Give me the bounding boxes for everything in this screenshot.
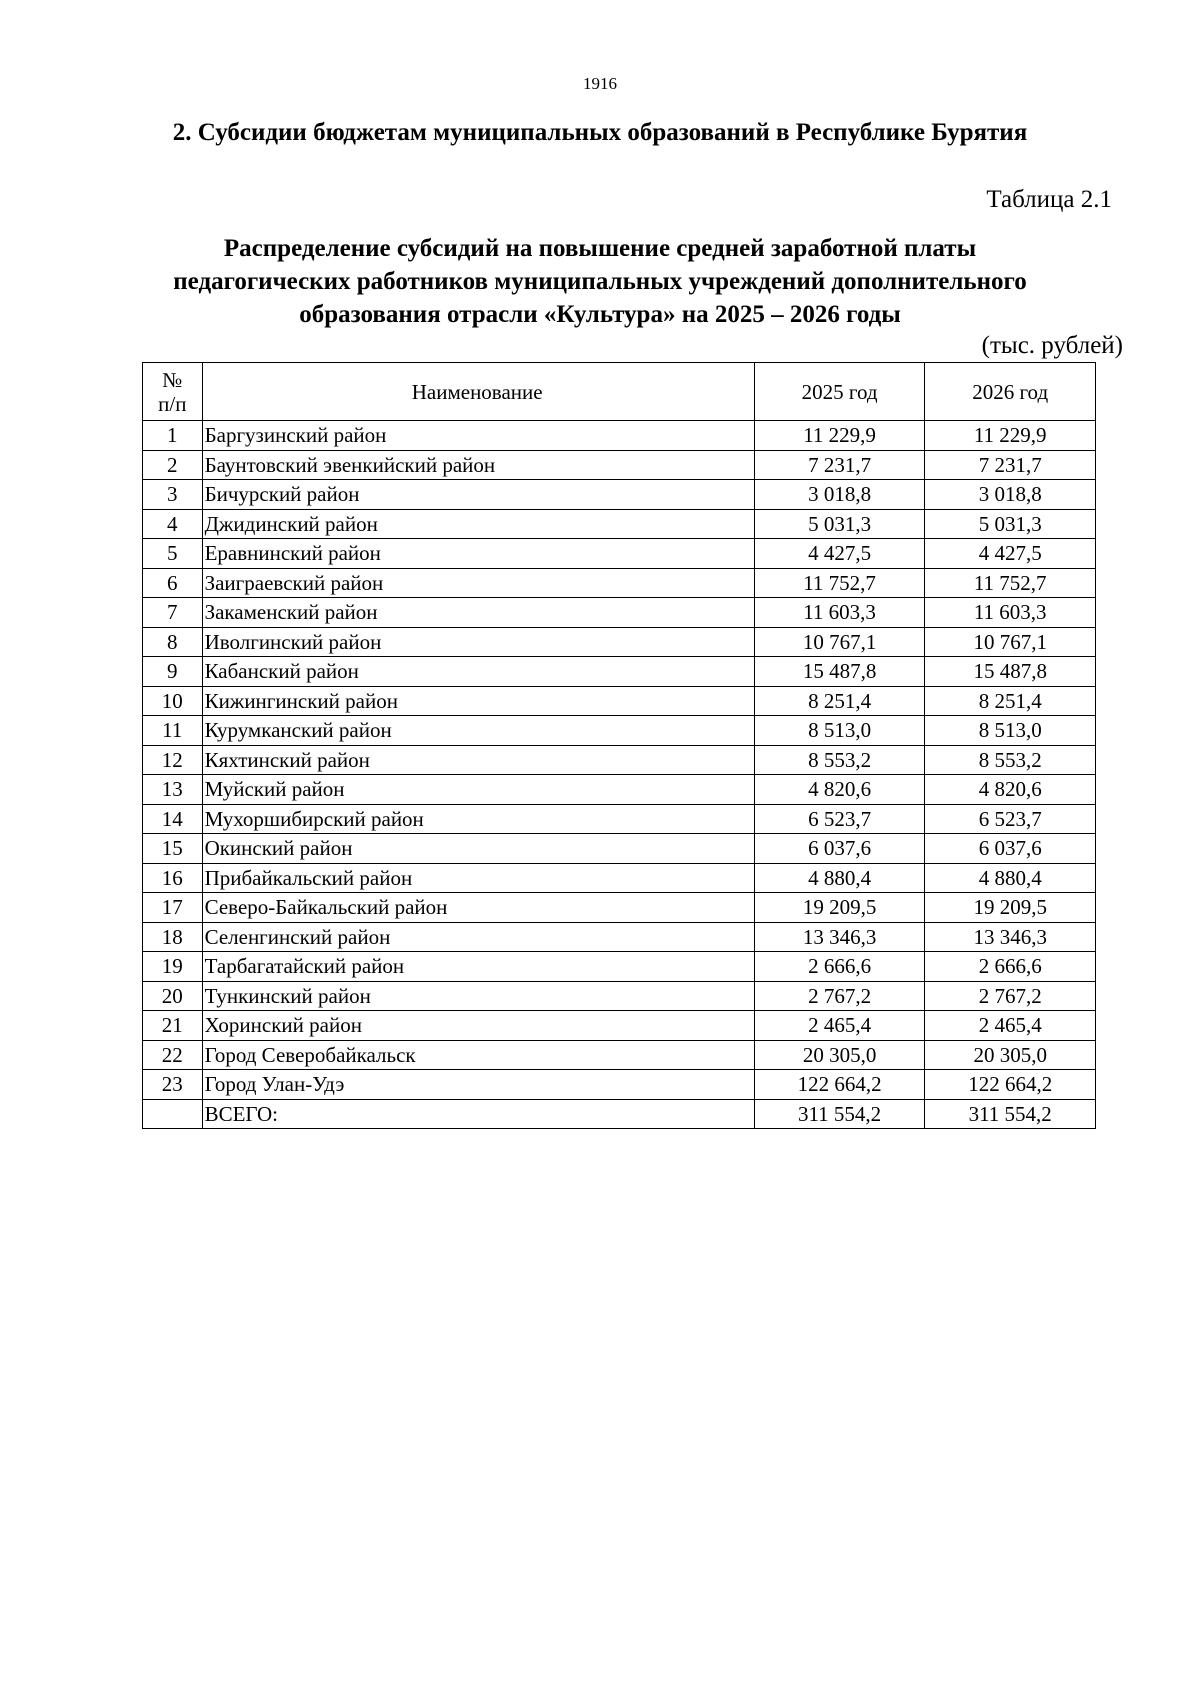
row-name: Тарбагатайский район xyxy=(202,952,754,982)
row-number: 23 xyxy=(143,1070,203,1100)
row-value-2026: 15 487,8 xyxy=(925,657,1096,687)
row-name: Северо-Байкальский район xyxy=(202,893,754,923)
row-number: 10 xyxy=(143,686,203,716)
row-number: 11 xyxy=(143,716,203,746)
row-name: Кяхтинский район xyxy=(202,745,754,775)
table-row xyxy=(143,1011,1096,1041)
row-value-2026: 4 880,4 xyxy=(925,863,1096,893)
table-header-row xyxy=(143,363,1096,421)
row-name: Баргузинский район xyxy=(202,421,754,451)
row-number: 1 xyxy=(143,421,203,451)
row-value-2026: 8 251,4 xyxy=(925,686,1096,716)
row-value-2025: 10 767,1 xyxy=(754,627,925,657)
row-value-2025: 15 487,8 xyxy=(754,657,925,687)
row-value-2025: 2 767,2 xyxy=(754,981,925,1011)
row-value-2025: 2 666,6 xyxy=(754,952,925,982)
row-number: 13 xyxy=(143,775,203,805)
table-row xyxy=(143,421,1096,451)
table-row xyxy=(143,834,1096,864)
row-number: 2 xyxy=(143,450,203,480)
row-value-2026: 4 820,6 xyxy=(925,775,1096,805)
table-row xyxy=(143,745,1096,775)
row-number: 14 xyxy=(143,804,203,834)
row-value-2026: 11 603,3 xyxy=(925,598,1096,628)
row-name: Еравнинский район xyxy=(202,539,754,569)
total-value-2026: 311 554,2 xyxy=(925,1099,1096,1129)
row-value-2025: 8 553,2 xyxy=(754,745,925,775)
row-value-2025: 3 018,8 xyxy=(754,480,925,510)
row-value-2026: 4 427,5 xyxy=(925,539,1096,569)
row-value-2026: 11 229,9 xyxy=(925,421,1096,451)
table-total-row xyxy=(143,1099,1096,1129)
header-2025: 2025 год xyxy=(754,363,925,421)
row-value-2026: 3 018,8 xyxy=(925,480,1096,510)
row-value-2025: 6 523,7 xyxy=(754,804,925,834)
header-num-line2: п/п xyxy=(158,391,187,416)
table-row xyxy=(143,509,1096,539)
row-name: Город Северобайкальск xyxy=(202,1040,754,1070)
table-row xyxy=(143,716,1096,746)
row-value-2025: 8 251,4 xyxy=(754,686,925,716)
table-row xyxy=(143,1040,1096,1070)
table-row xyxy=(143,539,1096,569)
row-value-2025: 4 820,6 xyxy=(754,775,925,805)
table-row xyxy=(143,922,1096,952)
row-name: Тункинский район xyxy=(202,981,754,1011)
table-row xyxy=(143,952,1096,982)
row-value-2026: 5 031,3 xyxy=(925,509,1096,539)
row-value-2025: 2 465,4 xyxy=(754,1011,925,1041)
row-number: 7 xyxy=(143,598,203,628)
row-number: 21 xyxy=(143,1011,203,1041)
row-value-2025: 13 346,3 xyxy=(754,922,925,952)
row-name: Баунтовский эвенкийский район xyxy=(202,450,754,480)
row-name: Кижингинский район xyxy=(202,686,754,716)
row-value-2026: 8 553,2 xyxy=(925,745,1096,775)
header-2026: 2026 год xyxy=(925,363,1096,421)
row-value-2025: 20 305,0 xyxy=(754,1040,925,1070)
table-row xyxy=(143,893,1096,923)
row-name: Мухоршибирский район xyxy=(202,804,754,834)
table-row xyxy=(143,480,1096,510)
row-value-2026: 10 767,1 xyxy=(925,627,1096,657)
row-name: Бичурский район xyxy=(202,480,754,510)
row-value-2025: 19 209,5 xyxy=(754,893,925,923)
table-row xyxy=(143,450,1096,480)
table-row xyxy=(143,657,1096,687)
row-number: 19 xyxy=(143,952,203,982)
row-value-2025: 4 427,5 xyxy=(754,539,925,569)
row-value-2026: 8 513,0 xyxy=(925,716,1096,746)
row-name: Город Улан-Удэ xyxy=(202,1070,754,1100)
total-number xyxy=(143,1099,203,1129)
table-row xyxy=(143,775,1096,805)
row-name: Окинский район xyxy=(202,834,754,864)
table-row xyxy=(143,568,1096,598)
row-name: Заиграевский район xyxy=(202,568,754,598)
row-value-2025: 122 664,2 xyxy=(754,1070,925,1100)
table-row xyxy=(143,804,1096,834)
row-number: 17 xyxy=(143,893,203,923)
row-value-2026: 7 231,7 xyxy=(925,450,1096,480)
table-title: Распределение субсидий на повышение средней заработной платы педагогических работников муниципальных учреждений дополнительного образования отрасли «Культура» на 2025 – 2026 годы xyxy=(173,235,1027,328)
subsidy-table xyxy=(142,362,1096,1129)
row-number: 15 xyxy=(143,834,203,864)
units-label: (тыс. рублей) xyxy=(981,332,1123,359)
row-value-2026: 20 305,0 xyxy=(925,1040,1096,1070)
row-name: Джидинский район xyxy=(202,509,754,539)
row-number: 8 xyxy=(143,627,203,657)
row-name: Кабанский район xyxy=(202,657,754,687)
row-value-2026: 6 523,7 xyxy=(925,804,1096,834)
row-value-2025: 11 229,9 xyxy=(754,421,925,451)
row-name: Закаменский район xyxy=(202,598,754,628)
row-number: 9 xyxy=(143,657,203,687)
row-value-2025: 11 603,3 xyxy=(754,598,925,628)
row-value-2026: 122 664,2 xyxy=(925,1070,1096,1100)
header-num xyxy=(143,363,203,421)
row-number: 3 xyxy=(143,480,203,510)
table-row xyxy=(143,598,1096,628)
row-number: 16 xyxy=(143,863,203,893)
table-row xyxy=(143,863,1096,893)
table-row xyxy=(143,1070,1096,1100)
row-value-2026: 2 465,4 xyxy=(925,1011,1096,1041)
row-number: 5 xyxy=(143,539,203,569)
row-value-2025: 7 231,7 xyxy=(754,450,925,480)
row-value-2025: 5 031,3 xyxy=(754,509,925,539)
table-body xyxy=(143,421,1096,1129)
table-label: Таблица 2.1 xyxy=(986,186,1112,213)
row-value-2025: 6 037,6 xyxy=(754,834,925,864)
table-row xyxy=(143,686,1096,716)
row-value-2026: 2 767,2 xyxy=(925,981,1096,1011)
row-value-2026: 6 037,6 xyxy=(925,834,1096,864)
row-number: 18 xyxy=(143,922,203,952)
row-name: Селенгинский район xyxy=(202,922,754,952)
row-number: 20 xyxy=(143,981,203,1011)
total-label: ВСЕГО: xyxy=(202,1099,754,1129)
row-value-2025: 11 752,7 xyxy=(754,568,925,598)
row-value-2026: 19 209,5 xyxy=(925,893,1096,923)
row-number: 22 xyxy=(143,1040,203,1070)
row-value-2025: 8 513,0 xyxy=(754,716,925,746)
row-name: Иволгинский район xyxy=(202,627,754,657)
row-value-2026: 11 752,7 xyxy=(925,568,1096,598)
section-heading: 2. Субсидии бюджетам муниципальных образований в Республике Бурятия xyxy=(172,119,1028,146)
row-name: Хоринский район xyxy=(202,1011,754,1041)
table-row xyxy=(143,627,1096,657)
row-value-2026: 2 666,6 xyxy=(925,952,1096,982)
row-value-2026: 13 346,3 xyxy=(925,922,1096,952)
page-number: 1916 xyxy=(583,74,617,93)
row-name: Курумканский район xyxy=(202,716,754,746)
row-name: Прибайкальский район xyxy=(202,863,754,893)
row-value-2025: 4 880,4 xyxy=(754,863,925,893)
header-name: Наименование xyxy=(202,363,754,421)
header-num-line1: № xyxy=(162,367,183,392)
total-value-2025: 311 554,2 xyxy=(754,1099,925,1129)
row-number: 6 xyxy=(143,568,203,598)
row-name: Муйский район xyxy=(202,775,754,805)
table-row xyxy=(143,981,1096,1011)
row-number: 4 xyxy=(143,509,203,539)
row-number: 12 xyxy=(143,745,203,775)
